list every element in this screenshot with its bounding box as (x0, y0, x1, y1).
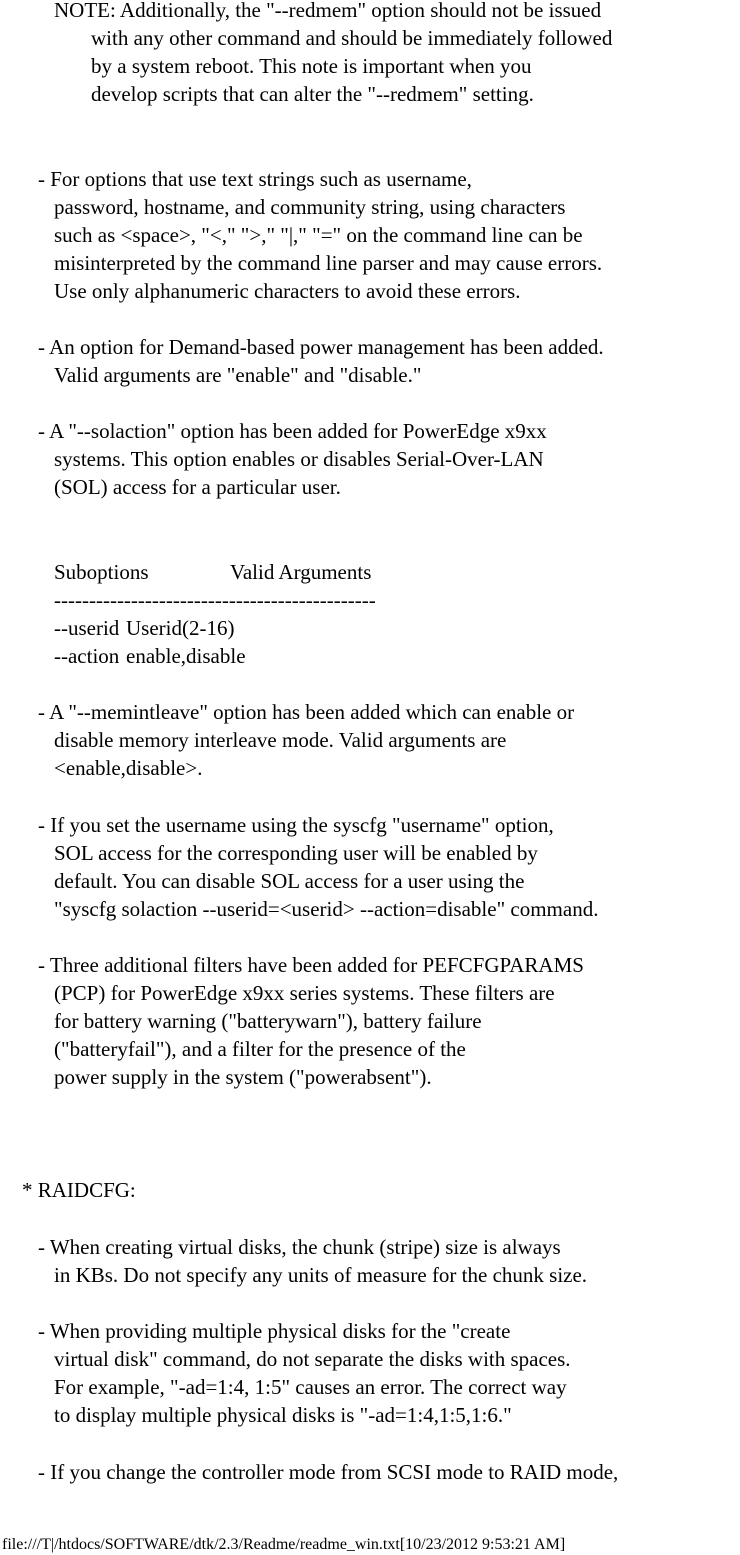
bullet-line: ("batteryfail"), and a filter for the presence of the (54, 1037, 466, 1061)
bullet-line: - For options that use text strings such as username, (38, 167, 472, 191)
table-cell-suboption: --action (54, 644, 120, 668)
bullet-line: - If you change the controller mode from SCSI mode to RAID mode, (38, 1460, 619, 1484)
section-heading-raidcfg: * RAIDCFG: (22, 1178, 136, 1202)
bullet-line: default. You can disable SOL access for a user using the (54, 869, 525, 893)
bullet-line: misinterpreted by the command line parser and may cause errors. (54, 251, 603, 275)
bullet-line: - When providing multiple physical disks for the "create (38, 1319, 511, 1343)
note-line: NOTE: Additionally, the "--redmem" option should not be issued (54, 0, 602, 22)
table-header-valid-arguments: Valid Arguments (230, 560, 372, 584)
note-line: with any other command and should be immediately followed (91, 26, 613, 50)
table-separator: ---------------------------------------------- (54, 588, 376, 612)
note-line: by a system reboot. This note is important when you (91, 54, 532, 78)
bullet-line: - A "--solaction" option has been added for PowerEdge x9xx (38, 419, 547, 443)
bullet-line: Valid arguments are "enable" and "disable." (54, 363, 422, 387)
bullet-line: - If you set the username using the syscfg "username" option, (38, 813, 554, 837)
table-cell-suboption: --userid (54, 616, 120, 640)
bullet-line: SOL access for the corresponding user will be enabled by (54, 841, 538, 865)
bullet-line: password, hostname, and community string, using characters (54, 195, 566, 219)
bullet-line: in KBs. Do not specify any units of measure for the chunk size. (54, 1263, 588, 1287)
bullet-line: (SOL) access for a particular user. (54, 475, 341, 499)
bullet-line: such as <space>, "<," ">," "|," "=" on the command line can be (54, 223, 583, 247)
bullet-line: - An option for Demand-based power management has been added. (38, 335, 604, 359)
bullet-line: power supply in the system ("powerabsent"). (54, 1065, 432, 1089)
bullet-line: For example, "-ad=1:4, 1:5" causes an error. The correct way (54, 1375, 567, 1399)
bullet-line: to display multiple physical disks is "-ad=1:4,1:5,1:6." (54, 1403, 512, 1427)
note-line: develop scripts that can alter the "--redmem" setting. (91, 82, 534, 106)
bullet-line: (PCP) for PowerEdge x9xx series systems. These filters are (54, 981, 555, 1005)
table-header-suboptions: Suboptions (54, 560, 149, 584)
bullet-line: - A "--memintleave" option has been added which can enable or (38, 700, 575, 724)
bullet-line: systems. This option enables or disables Serial-Over-LAN (54, 447, 544, 471)
bullet-line: disable memory interleave mode. Valid arguments are (54, 728, 507, 752)
bullet-line: "syscfg solaction --userid=<userid> --action=disable" command. (54, 897, 599, 921)
bullet-line: Use only alphanumeric characters to avoid these errors. (54, 279, 521, 303)
table-cell-argument: Userid(2-16) (126, 616, 235, 640)
bullet-line: - When creating virtual disks, the chunk (stripe) size is always (38, 1235, 561, 1259)
bullet-line: for battery warning ("batterywarn"), battery failure (54, 1009, 482, 1033)
file-path-footer: file:///T|/htdocs/SOFTWARE/dtk/2.3/Readme/readme_win.txt[10/23/2012 9:53:21 AM] (2, 1536, 566, 1553)
bullet-line: - Three additional filters have been added for PEFCFGPARAMS (38, 953, 584, 977)
table-cell-argument: enable,disable (126, 644, 246, 668)
bullet-line: <enable,disable>. (54, 756, 203, 780)
bullet-line: virtual disk" command, do not separate the disks with spaces. (54, 1347, 571, 1371)
